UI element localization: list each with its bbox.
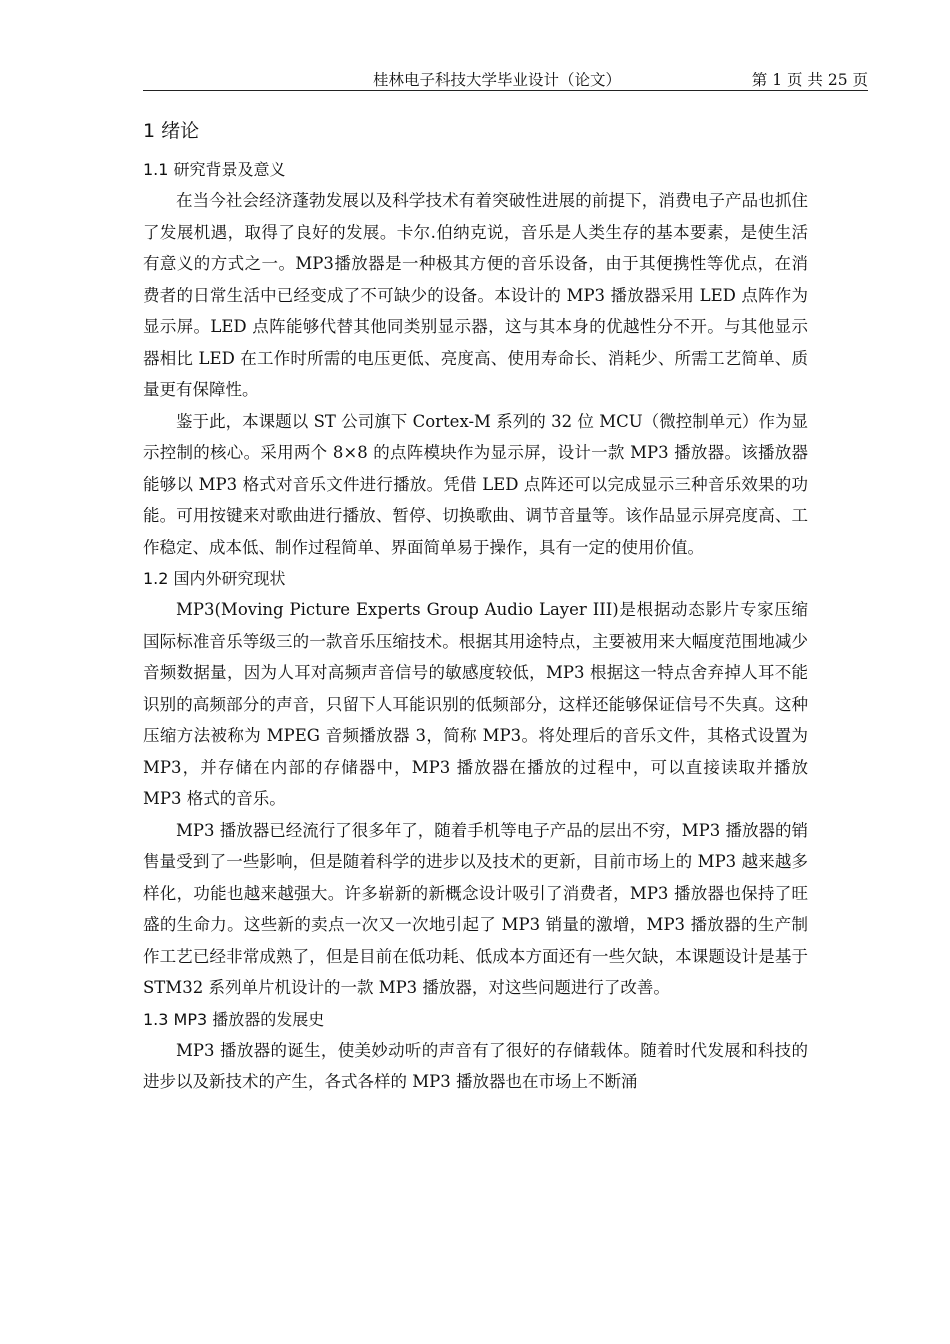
header-page-number: 第 1 页 共 25 页	[751, 71, 868, 89]
paragraph: 鉴于此，本课题以 ST 公司旗下 Cortex-M 系列的 32 位 MCU（微控制单元）作为显示控制的核心。采用两个 8×8 的点阵模块作为显示屏，设计一款 MP3 播放器。该播放器能够以 MP3 格式对音乐文件进行播放。凭借 LED 点阵还可以完成显示三种音乐效果的功能。可用按键来对歌曲进行播放、暂停、切换歌曲、调节音量等。该作品显示屏亮度高、工作稳定、成本低、制作过程简单、界面简单易于操作，具有一定的使用价值。	[143, 411, 808, 557]
chapter-title: 1 绪论	[143, 120, 200, 142]
section-heading-1-2: 1.2 国内外研究现状	[143, 569, 286, 588]
page-header	[143, 64, 868, 91]
section-heading-1-3: 1.3 MP3 播放器的发展史	[143, 1009, 325, 1029]
paragraph: MP3 播放器的诞生，使美妙动听的声音有了很好的存储载体。随着时代发展和科技的进步以及新技术的产生，各式各样的 MP3 播放器也在市场上不断涌	[143, 1040, 808, 1091]
paragraph: MP3(Moving Picture Experts Group Audio Layer III)是根据动态影片专家压缩国际标准音乐等级三的一款音乐压缩技术。根据其用途特点，主要被用来大幅度范围地减少音频数据量，因为人耳对高频声音信号的敏感度较低，MP3 根据这一特点舍弃掉人耳不能识别的高频部分的声音，只留下人耳能识别的低频部分，这样还能够保证信号不失真。这种压缩方法被称为 MPEG 音频播放器 3，简称 MP3。将处理后的音乐文件，其格式设置为 MP3，并存储在内部的存储器中，MP3 播放器在播放的过程中，可以直接读取并播放 MP3 格式的音乐。	[143, 600, 808, 808]
page-body	[143, 114, 808, 1098]
paragraph: 在当今社会经济蓬勃发展以及科学技术有着突破性进展的前提下，消费电子产品也抓住了发展机遇，取得了良好的发展。卡尔.伯纳克说，音乐是人类生存的基本要素，是使生活有意义的方式之一。MP3播放器是一种极其方便的音乐设备，由于其便携性等优点，在消费者的日常生活中已经变成了不可缺少的设备。本设计的 MP3 播放器采用 LED 点阵作为显示屏。LED 点阵能够代替其他同类别显示器，这与其本身的优越性分不开。与其他显示器相比 LED 在工作时所需的电压更低、亮度高、使用寿命长、消耗少、所需工艺简单、质量更有保障性。	[143, 191, 808, 399]
section-heading-1-1: 1.1 研究背景及意义	[143, 160, 286, 179]
header-title: 桂林电子科技大学毕业设计（论文）	[373, 71, 622, 89]
paragraph: MP3 播放器已经流行了很多年了，随着手机等电子产品的层出不穷，MP3 播放器的销售量受到了一些影响，但是随着科学的进步以及技术的更新，目前市场上的 MP3 越来越多样化，功能也越来越强大。许多崭新的新概念设计吸引了消费者，MP3 播放器也保持了旺盛的生命力。这些新的卖点一次又一次地引起了 MP3 销量的激增，MP3 播放器的生产制作工艺已经非常成熟了，但是目前在低功耗、低成本方面还有一些欠缺，本课题设计是基于 STM32 系列单片机设计的一款 MP3 播放器，对这些问题进行了改善。	[143, 820, 808, 997]
